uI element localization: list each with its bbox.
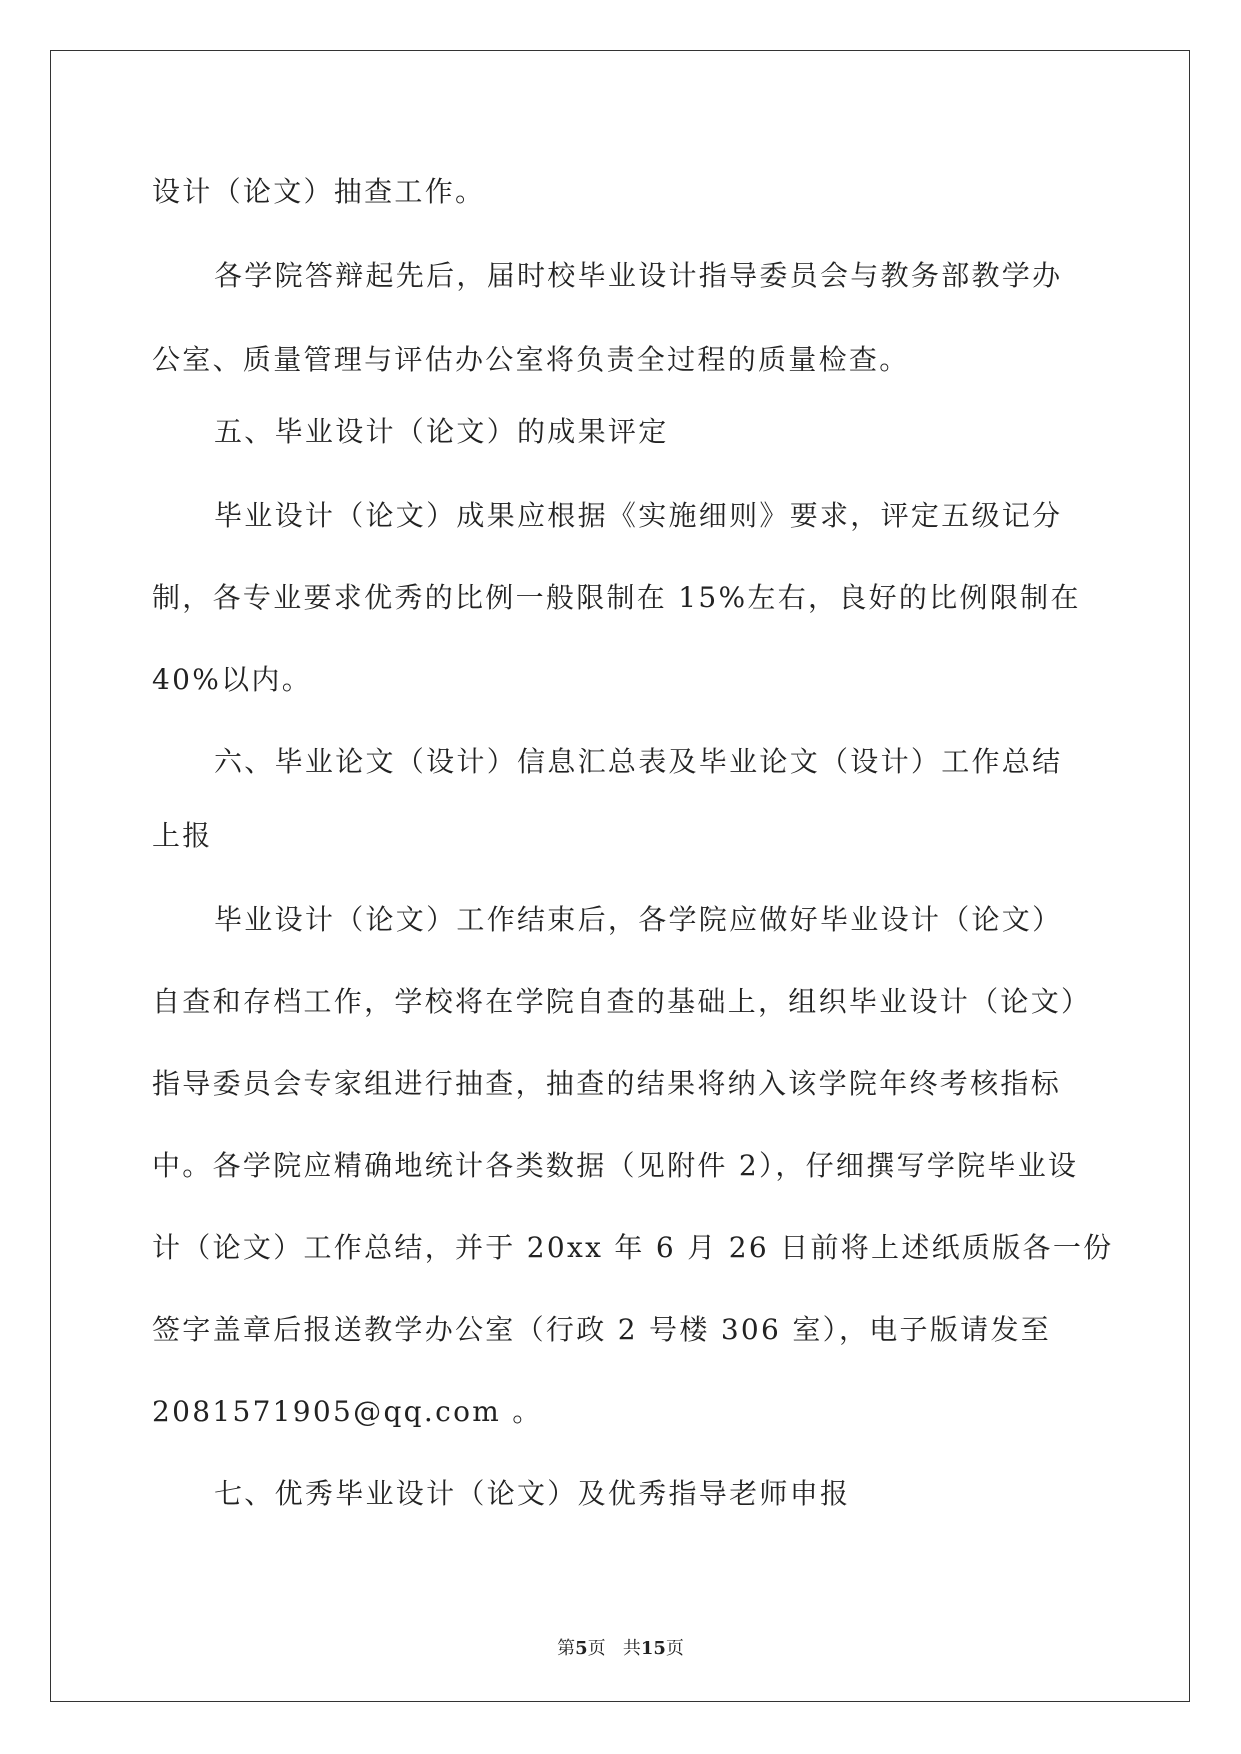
page-number: 5 (575, 1638, 588, 1659)
section-heading: 五、毕业设计（论文）的成果评定 (214, 415, 669, 448)
text-line: 40%以内。 (152, 663, 313, 696)
page-suffix: 页 (587, 1638, 606, 1659)
email-line: 2081571905@qq.com 。 (152, 1395, 543, 1428)
total-pages: 15 (640, 1638, 666, 1659)
text-line: 自查和存档工作，学校将在学院自查的基础上，组织毕业设计（论文） (152, 985, 1092, 1018)
section-heading: 六、毕业论文（设计）信息汇总表及毕业论文（设计）工作总结 (214, 745, 1063, 778)
text-line: 计（论文）工作总结，并于 20xx 年 6 月 26 日前将上述纸质版各一份 (152, 1231, 1114, 1264)
text-line: 中。各学院应精确地统计各类数据（见附件 2），仔细撰写学院毕业设 (152, 1149, 1079, 1182)
text-line: 公室、质量管理与评估办公室将负责全过程的质量检查。 (152, 343, 910, 376)
page-prefix: 第 (557, 1638, 576, 1659)
text-line: 签字盖章后报送教学办公室（行政 2 号楼 306 室），电子版请发至 (152, 1313, 1052, 1346)
paragraph-start: 毕业设计（论文）成果应根据《实施细则》要求，评定五级记分 (214, 499, 1063, 532)
section-heading-continued: 上报 (152, 819, 213, 852)
section-heading: 七、优秀毕业设计（论文）及优秀指导老师申报 (214, 1477, 851, 1510)
text-line: 设计（论文）抽查工作。 (152, 175, 486, 208)
text-line: 制，各专业要求优秀的比例一般限制在 15%左右，良好的比例限制在 (152, 581, 1081, 614)
page-footer (0, 1640, 1241, 1658)
paragraph-start: 各学院答辩起先后，届时校毕业设计指导委员会与教务部教学办 (214, 259, 1063, 292)
page-border (50, 50, 1190, 1702)
total-prefix: 共 (622, 1638, 641, 1659)
total-suffix: 页 (665, 1638, 684, 1659)
text-line: 指导委员会专家组进行抽查，抽查的结果将纳入该学院年终考核指标 (152, 1067, 1062, 1100)
paragraph-start: 毕业设计（论文）工作结束后，各学院应做好毕业设计（论文） (214, 903, 1063, 936)
